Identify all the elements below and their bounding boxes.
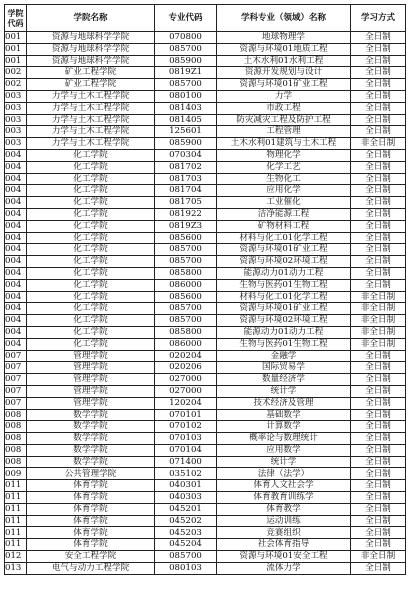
- college-code-cell: 001: [5, 32, 27, 44]
- table-row: [5, 279, 406, 291]
- study-mode-cell: 全日制: [351, 492, 406, 504]
- table-row: [5, 138, 406, 150]
- major-name-cell: 流体力学: [217, 562, 351, 574]
- major-code-cell: 081703: [155, 173, 217, 185]
- major-code-cell: 027000: [155, 374, 217, 386]
- header-college-code: 学院代码: [5, 5, 27, 32]
- study-mode-cell: 非全日制: [351, 291, 406, 303]
- study-mode-cell: 全日制: [351, 385, 406, 397]
- table-row: [5, 173, 406, 185]
- major-name-cell: 材料与化工01化学工程: [217, 291, 351, 303]
- major-code-cell: 045202: [155, 515, 217, 527]
- major-code-cell: 085700: [155, 256, 217, 268]
- study-mode-cell: 全日制: [351, 433, 406, 445]
- major-code-cell: 035102: [155, 468, 217, 480]
- college-name-cell: 数学学院: [27, 444, 155, 456]
- study-mode-cell: 全日制: [351, 362, 406, 374]
- major-name-cell: 社会体育指导: [217, 539, 351, 551]
- college-code-cell: 004: [5, 149, 27, 161]
- major-code-cell: 070104: [155, 444, 217, 456]
- table-row: [5, 55, 406, 67]
- major-name-cell: 工程管理: [217, 126, 351, 138]
- major-code-cell: 045201: [155, 503, 217, 515]
- major-code-cell: 020206: [155, 362, 217, 374]
- table-row: [5, 362, 406, 374]
- program-table: [4, 4, 406, 575]
- major-code-cell: 085800: [155, 326, 217, 338]
- college-code-cell: 003: [5, 138, 27, 150]
- college-name-cell: 化工学院: [27, 291, 155, 303]
- college-name-cell: 数学学院: [27, 433, 155, 445]
- table-header-row: [5, 5, 406, 32]
- major-name-cell: 概率论与数理统计: [217, 433, 351, 445]
- table-row: [5, 291, 406, 303]
- major-name-cell: 防灾减灾工程及防护工程: [217, 114, 351, 126]
- study-mode-cell: 全日制: [351, 444, 406, 456]
- major-name-cell: 市政工程: [217, 102, 351, 114]
- major-code-cell: 085600: [155, 232, 217, 244]
- table-row: [5, 208, 406, 220]
- college-name-cell: 化工学院: [27, 338, 155, 350]
- major-code-cell: 085700: [155, 303, 217, 315]
- college-code-cell: 012: [5, 551, 27, 563]
- study-mode-cell: 非全日制: [351, 338, 406, 350]
- table-row: [5, 444, 406, 456]
- college-name-cell: 管理学院: [27, 350, 155, 362]
- major-name-cell: 资源与环境01矿业工程: [217, 79, 351, 91]
- study-mode-cell: 全日制: [351, 161, 406, 173]
- college-code-cell: 003: [5, 126, 27, 138]
- table-row: [5, 456, 406, 468]
- major-code-cell: 085700: [155, 43, 217, 55]
- major-code-cell: 081705: [155, 197, 217, 209]
- study-mode-cell: 全日制: [351, 43, 406, 55]
- college-name-cell: 体育学院: [27, 480, 155, 492]
- major-name-cell: 资源与环境02环境工程: [217, 256, 351, 268]
- study-mode-cell: 非全日制: [351, 326, 406, 338]
- major-name-cell: 生物化工: [217, 173, 351, 185]
- major-code-cell: 085600: [155, 291, 217, 303]
- major-name-cell: 体育人文社会学: [217, 480, 351, 492]
- college-name-cell: 化工学院: [27, 149, 155, 161]
- college-code-cell: 007: [5, 374, 27, 386]
- study-mode-cell: 全日制: [351, 102, 406, 114]
- major-code-cell: 045203: [155, 527, 217, 539]
- study-mode-cell: 全日制: [351, 149, 406, 161]
- college-code-cell: 007: [5, 397, 27, 409]
- study-mode-cell: 全日制: [351, 397, 406, 409]
- major-code-cell: 125601: [155, 126, 217, 138]
- major-name-cell: 体育教育训练学: [217, 492, 351, 504]
- major-code-cell: 081704: [155, 185, 217, 197]
- college-name-cell: 资源与地球科学学院: [27, 55, 155, 67]
- major-code-cell: 086000: [155, 338, 217, 350]
- college-name-cell: 化工学院: [27, 208, 155, 220]
- college-name-cell: 数学学院: [27, 421, 155, 433]
- major-code-cell: 040301: [155, 480, 217, 492]
- college-name-cell: 矿业工程学院: [27, 79, 155, 91]
- table-row: [5, 102, 406, 114]
- major-name-cell: 竞赛组织: [217, 527, 351, 539]
- study-mode-cell: 全日制: [351, 114, 406, 126]
- college-name-cell: 管理学院: [27, 374, 155, 386]
- major-code-cell: 081922: [155, 208, 217, 220]
- table-row: [5, 397, 406, 409]
- major-name-cell: 计算数学: [217, 421, 351, 433]
- major-code-cell: 070800: [155, 32, 217, 44]
- major-name-cell: 数量经济学: [217, 374, 351, 386]
- study-mode-cell: 全日制: [351, 220, 406, 232]
- major-name-cell: 应用数学: [217, 444, 351, 456]
- table-row: [5, 503, 406, 515]
- college-name-cell: 化工学院: [27, 197, 155, 209]
- major-code-cell: 085700: [155, 315, 217, 327]
- study-mode-cell: 全日制: [351, 350, 406, 362]
- major-name-cell: 能源动力01动力工程: [217, 267, 351, 279]
- college-code-cell: 008: [5, 433, 27, 445]
- college-code-cell: 004: [5, 161, 27, 173]
- major-code-cell: 071400: [155, 456, 217, 468]
- college-name-cell: 化工学院: [27, 220, 155, 232]
- study-mode-cell: 非全日制: [351, 138, 406, 150]
- college-code-cell: 004: [5, 173, 27, 185]
- major-name-cell: 能源动力01动力工程: [217, 326, 351, 338]
- table-row: [5, 90, 406, 102]
- study-mode-cell: 全日制: [351, 79, 406, 91]
- table-row: [5, 114, 406, 126]
- table-row: [5, 551, 406, 563]
- major-name-cell: 化学工艺: [217, 161, 351, 173]
- table-row: [5, 433, 406, 445]
- header-college-name: 学院名称: [27, 5, 155, 32]
- study-mode-cell: 非全日制: [351, 303, 406, 315]
- college-name-cell: 化工学院: [27, 161, 155, 173]
- study-mode-cell: 全日制: [351, 409, 406, 421]
- college-name-cell: 化工学院: [27, 244, 155, 256]
- college-name-cell: 力学与土木工程学院: [27, 126, 155, 138]
- college-code-cell: 008: [5, 409, 27, 421]
- college-code-cell: 011: [5, 539, 27, 551]
- table-row: [5, 338, 406, 350]
- major-name-cell: 资源与环境02环境工程: [217, 315, 351, 327]
- major-name-cell: 体育教学: [217, 503, 351, 515]
- major-name-cell: 技术经济及管理: [217, 397, 351, 409]
- table-row: [5, 67, 406, 79]
- college-code-cell: 008: [5, 421, 27, 433]
- study-mode-cell: 全日制: [351, 539, 406, 551]
- college-name-cell: 力学与土木工程学院: [27, 114, 155, 126]
- college-code-cell: 011: [5, 515, 27, 527]
- major-code-cell: 081405: [155, 114, 217, 126]
- college-name-cell: 化工学院: [27, 256, 155, 268]
- major-code-cell: 040303: [155, 492, 217, 504]
- college-code-cell: 004: [5, 256, 27, 268]
- header-study-mode: 学习方式: [351, 5, 406, 32]
- major-name-cell: 材料与化工01化学工程: [217, 232, 351, 244]
- major-name-cell: 资源与环境01安全工程: [217, 551, 351, 563]
- college-name-cell: 体育学院: [27, 503, 155, 515]
- college-code-cell: 007: [5, 350, 27, 362]
- major-code-cell: 080100: [155, 90, 217, 102]
- college-code-cell: 003: [5, 102, 27, 114]
- major-name-cell: 统计学: [217, 385, 351, 397]
- major-code-cell: 070304: [155, 149, 217, 161]
- study-mode-cell: 非全日制: [351, 551, 406, 563]
- table-row: [5, 197, 406, 209]
- table-row: [5, 527, 406, 539]
- study-mode-cell: 全日制: [351, 503, 406, 515]
- major-code-cell: 085700: [155, 79, 217, 91]
- college-code-cell: 001: [5, 43, 27, 55]
- table-row: [5, 149, 406, 161]
- study-mode-cell: 全日制: [351, 32, 406, 44]
- table-row: [5, 468, 406, 480]
- major-code-cell: 070103: [155, 433, 217, 445]
- college-name-cell: 数学学院: [27, 456, 155, 468]
- major-name-cell: 运动训练: [217, 515, 351, 527]
- college-code-cell: 004: [5, 244, 27, 256]
- table-row: [5, 492, 406, 504]
- header-major-code: 专业代码: [155, 5, 217, 32]
- college-code-cell: 011: [5, 492, 27, 504]
- major-name-cell: 金融学: [217, 350, 351, 362]
- college-code-cell: 007: [5, 385, 27, 397]
- college-code-cell: 002: [5, 79, 27, 91]
- college-name-cell: 管理学院: [27, 385, 155, 397]
- table-row: [5, 303, 406, 315]
- study-mode-cell: 全日制: [351, 527, 406, 539]
- table-row: [5, 267, 406, 279]
- college-name-cell: 力学与土木工程学院: [27, 102, 155, 114]
- major-name-cell: 生物与医药01生物工程: [217, 279, 351, 291]
- study-mode-cell: 全日制: [351, 267, 406, 279]
- college-code-cell: 004: [5, 197, 27, 209]
- college-name-cell: 矿业工程学院: [27, 67, 155, 79]
- major-name-cell: 洁净能源工程: [217, 208, 351, 220]
- study-mode-cell: 全日制: [351, 90, 406, 102]
- major-code-cell: 085900: [155, 138, 217, 150]
- college-code-cell: 004: [5, 338, 27, 350]
- major-code-cell: 0819Z1: [155, 67, 217, 79]
- college-name-cell: 化工学院: [27, 185, 155, 197]
- college-name-cell: 电气与动力工程学院: [27, 562, 155, 574]
- major-name-cell: 矿物材料工程: [217, 220, 351, 232]
- college-name-cell: 管理学院: [27, 362, 155, 374]
- study-mode-cell: 非全日制: [351, 315, 406, 327]
- major-name-cell: 工业催化: [217, 197, 351, 209]
- college-code-cell: 013: [5, 562, 27, 574]
- major-name-cell: 资源与环境01矿业工程: [217, 244, 351, 256]
- college-code-cell: 004: [5, 208, 27, 220]
- college-code-cell: 004: [5, 279, 27, 291]
- major-name-cell: 生物与医药01生物工程: [217, 338, 351, 350]
- table-row: [5, 515, 406, 527]
- college-code-cell: 011: [5, 480, 27, 492]
- header-major-name: 学科专业（领域）名称: [217, 5, 351, 32]
- college-name-cell: 体育学院: [27, 492, 155, 504]
- study-mode-cell: 全日制: [351, 421, 406, 433]
- college-code-cell: 004: [5, 220, 27, 232]
- college-code-cell: 009: [5, 468, 27, 480]
- table-row: [5, 220, 406, 232]
- major-code-cell: 0819Z3: [155, 220, 217, 232]
- major-code-cell: 085700: [155, 244, 217, 256]
- major-name-cell: 应用化学: [217, 185, 351, 197]
- table-row: [5, 562, 406, 574]
- major-name-cell: 土木水利01建筑与土木工程: [217, 138, 351, 150]
- major-code-cell: 086000: [155, 279, 217, 291]
- major-code-cell: 027000: [155, 385, 217, 397]
- college-name-cell: 数学学院: [27, 409, 155, 421]
- major-code-cell: 085700: [155, 551, 217, 563]
- table-row: [5, 480, 406, 492]
- table-row: [5, 385, 406, 397]
- table-row: [5, 79, 406, 91]
- study-mode-cell: 全日制: [351, 232, 406, 244]
- college-name-cell: 公共管理学院: [27, 468, 155, 480]
- college-code-cell: 001: [5, 55, 27, 67]
- college-code-cell: 004: [5, 185, 27, 197]
- college-name-cell: 化工学院: [27, 303, 155, 315]
- table-row: [5, 232, 406, 244]
- college-code-cell: 008: [5, 456, 27, 468]
- study-mode-cell: 全日制: [351, 55, 406, 67]
- college-name-cell: 化工学院: [27, 232, 155, 244]
- study-mode-cell: 全日制: [351, 256, 406, 268]
- major-name-cell: 地球物理学: [217, 32, 351, 44]
- study-mode-cell: 全日制: [351, 374, 406, 386]
- major-code-cell: 085800: [155, 267, 217, 279]
- college-name-cell: 体育学院: [27, 515, 155, 527]
- table-row: [5, 161, 406, 173]
- college-name-cell: 体育学院: [27, 527, 155, 539]
- table-row: [5, 409, 406, 421]
- table-row: [5, 256, 406, 268]
- college-code-cell: 002: [5, 67, 27, 79]
- study-mode-cell: 全日制: [351, 515, 406, 527]
- major-name-cell: 资源与环境01矿业工程: [217, 303, 351, 315]
- study-mode-cell: 全日制: [351, 480, 406, 492]
- table-row: [5, 350, 406, 362]
- college-code-cell: 011: [5, 527, 27, 539]
- college-name-cell: 资源与地球科学学院: [27, 32, 155, 44]
- table-row: [5, 126, 406, 138]
- table-row: [5, 374, 406, 386]
- major-name-cell: 资源开发规划与设计: [217, 67, 351, 79]
- college-code-cell: 003: [5, 114, 27, 126]
- college-code-cell: 011: [5, 503, 27, 515]
- study-mode-cell: 全日制: [351, 468, 406, 480]
- college-code-cell: 004: [5, 326, 27, 338]
- table-row: [5, 32, 406, 44]
- major-name-cell: 统计学: [217, 456, 351, 468]
- college-code-cell: 003: [5, 90, 27, 102]
- study-mode-cell: 全日制: [351, 173, 406, 185]
- study-mode-cell: 全日制: [351, 456, 406, 468]
- study-mode-cell: 全日制: [351, 67, 406, 79]
- study-mode-cell: 全日制: [351, 562, 406, 574]
- college-name-cell: 化工学院: [27, 173, 155, 185]
- major-name-cell: 法律（法学）: [217, 468, 351, 480]
- major-code-cell: 120204: [155, 397, 217, 409]
- college-code-cell: 007: [5, 362, 27, 374]
- college-code-cell: 004: [5, 303, 27, 315]
- college-name-cell: 安全工程学院: [27, 551, 155, 563]
- college-name-cell: 化工学院: [27, 267, 155, 279]
- table-row: [5, 315, 406, 327]
- college-name-cell: 管理学院: [27, 397, 155, 409]
- college-code-cell: 008: [5, 444, 27, 456]
- table-row: [5, 326, 406, 338]
- college-name-cell: 化工学院: [27, 326, 155, 338]
- major-code-cell: 070102: [155, 421, 217, 433]
- study-mode-cell: 全日制: [351, 208, 406, 220]
- college-code-cell: 004: [5, 291, 27, 303]
- table-row: [5, 539, 406, 551]
- college-name-cell: 力学与土木工程学院: [27, 138, 155, 150]
- table-row: [5, 244, 406, 256]
- major-code-cell: 081403: [155, 102, 217, 114]
- study-mode-cell: 全日制: [351, 126, 406, 138]
- study-mode-cell: 全日制: [351, 244, 406, 256]
- college-code-cell: 004: [5, 315, 27, 327]
- table-body: [5, 32, 406, 575]
- table-row: [5, 43, 406, 55]
- college-name-cell: 体育学院: [27, 539, 155, 551]
- major-code-cell: 020204: [155, 350, 217, 362]
- college-code-cell: 004: [5, 267, 27, 279]
- major-code-cell: 045204: [155, 539, 217, 551]
- college-name-cell: 资源与地球科学学院: [27, 43, 155, 55]
- major-code-cell: 070101: [155, 409, 217, 421]
- table-row: [5, 421, 406, 433]
- college-code-cell: 004: [5, 232, 27, 244]
- major-name-cell: 土木水利01水利工程: [217, 55, 351, 67]
- table-row: [5, 185, 406, 197]
- major-code-cell: 085900: [155, 55, 217, 67]
- college-name-cell: 化工学院: [27, 315, 155, 327]
- study-mode-cell: 全日制: [351, 197, 406, 209]
- major-name-cell: 物理化学: [217, 149, 351, 161]
- study-mode-cell: 全日制: [351, 185, 406, 197]
- major-name-cell: 国际贸易学: [217, 362, 351, 374]
- major-name-cell: 基础数学: [217, 409, 351, 421]
- college-name-cell: 化工学院: [27, 279, 155, 291]
- major-code-cell: 080103: [155, 562, 217, 574]
- major-name-cell: 力学: [217, 90, 351, 102]
- major-code-cell: 081702: [155, 161, 217, 173]
- college-name-cell: 力学与土木工程学院: [27, 90, 155, 102]
- major-name-cell: 资源与环境01地质工程: [217, 43, 351, 55]
- study-mode-cell: 全日制: [351, 279, 406, 291]
